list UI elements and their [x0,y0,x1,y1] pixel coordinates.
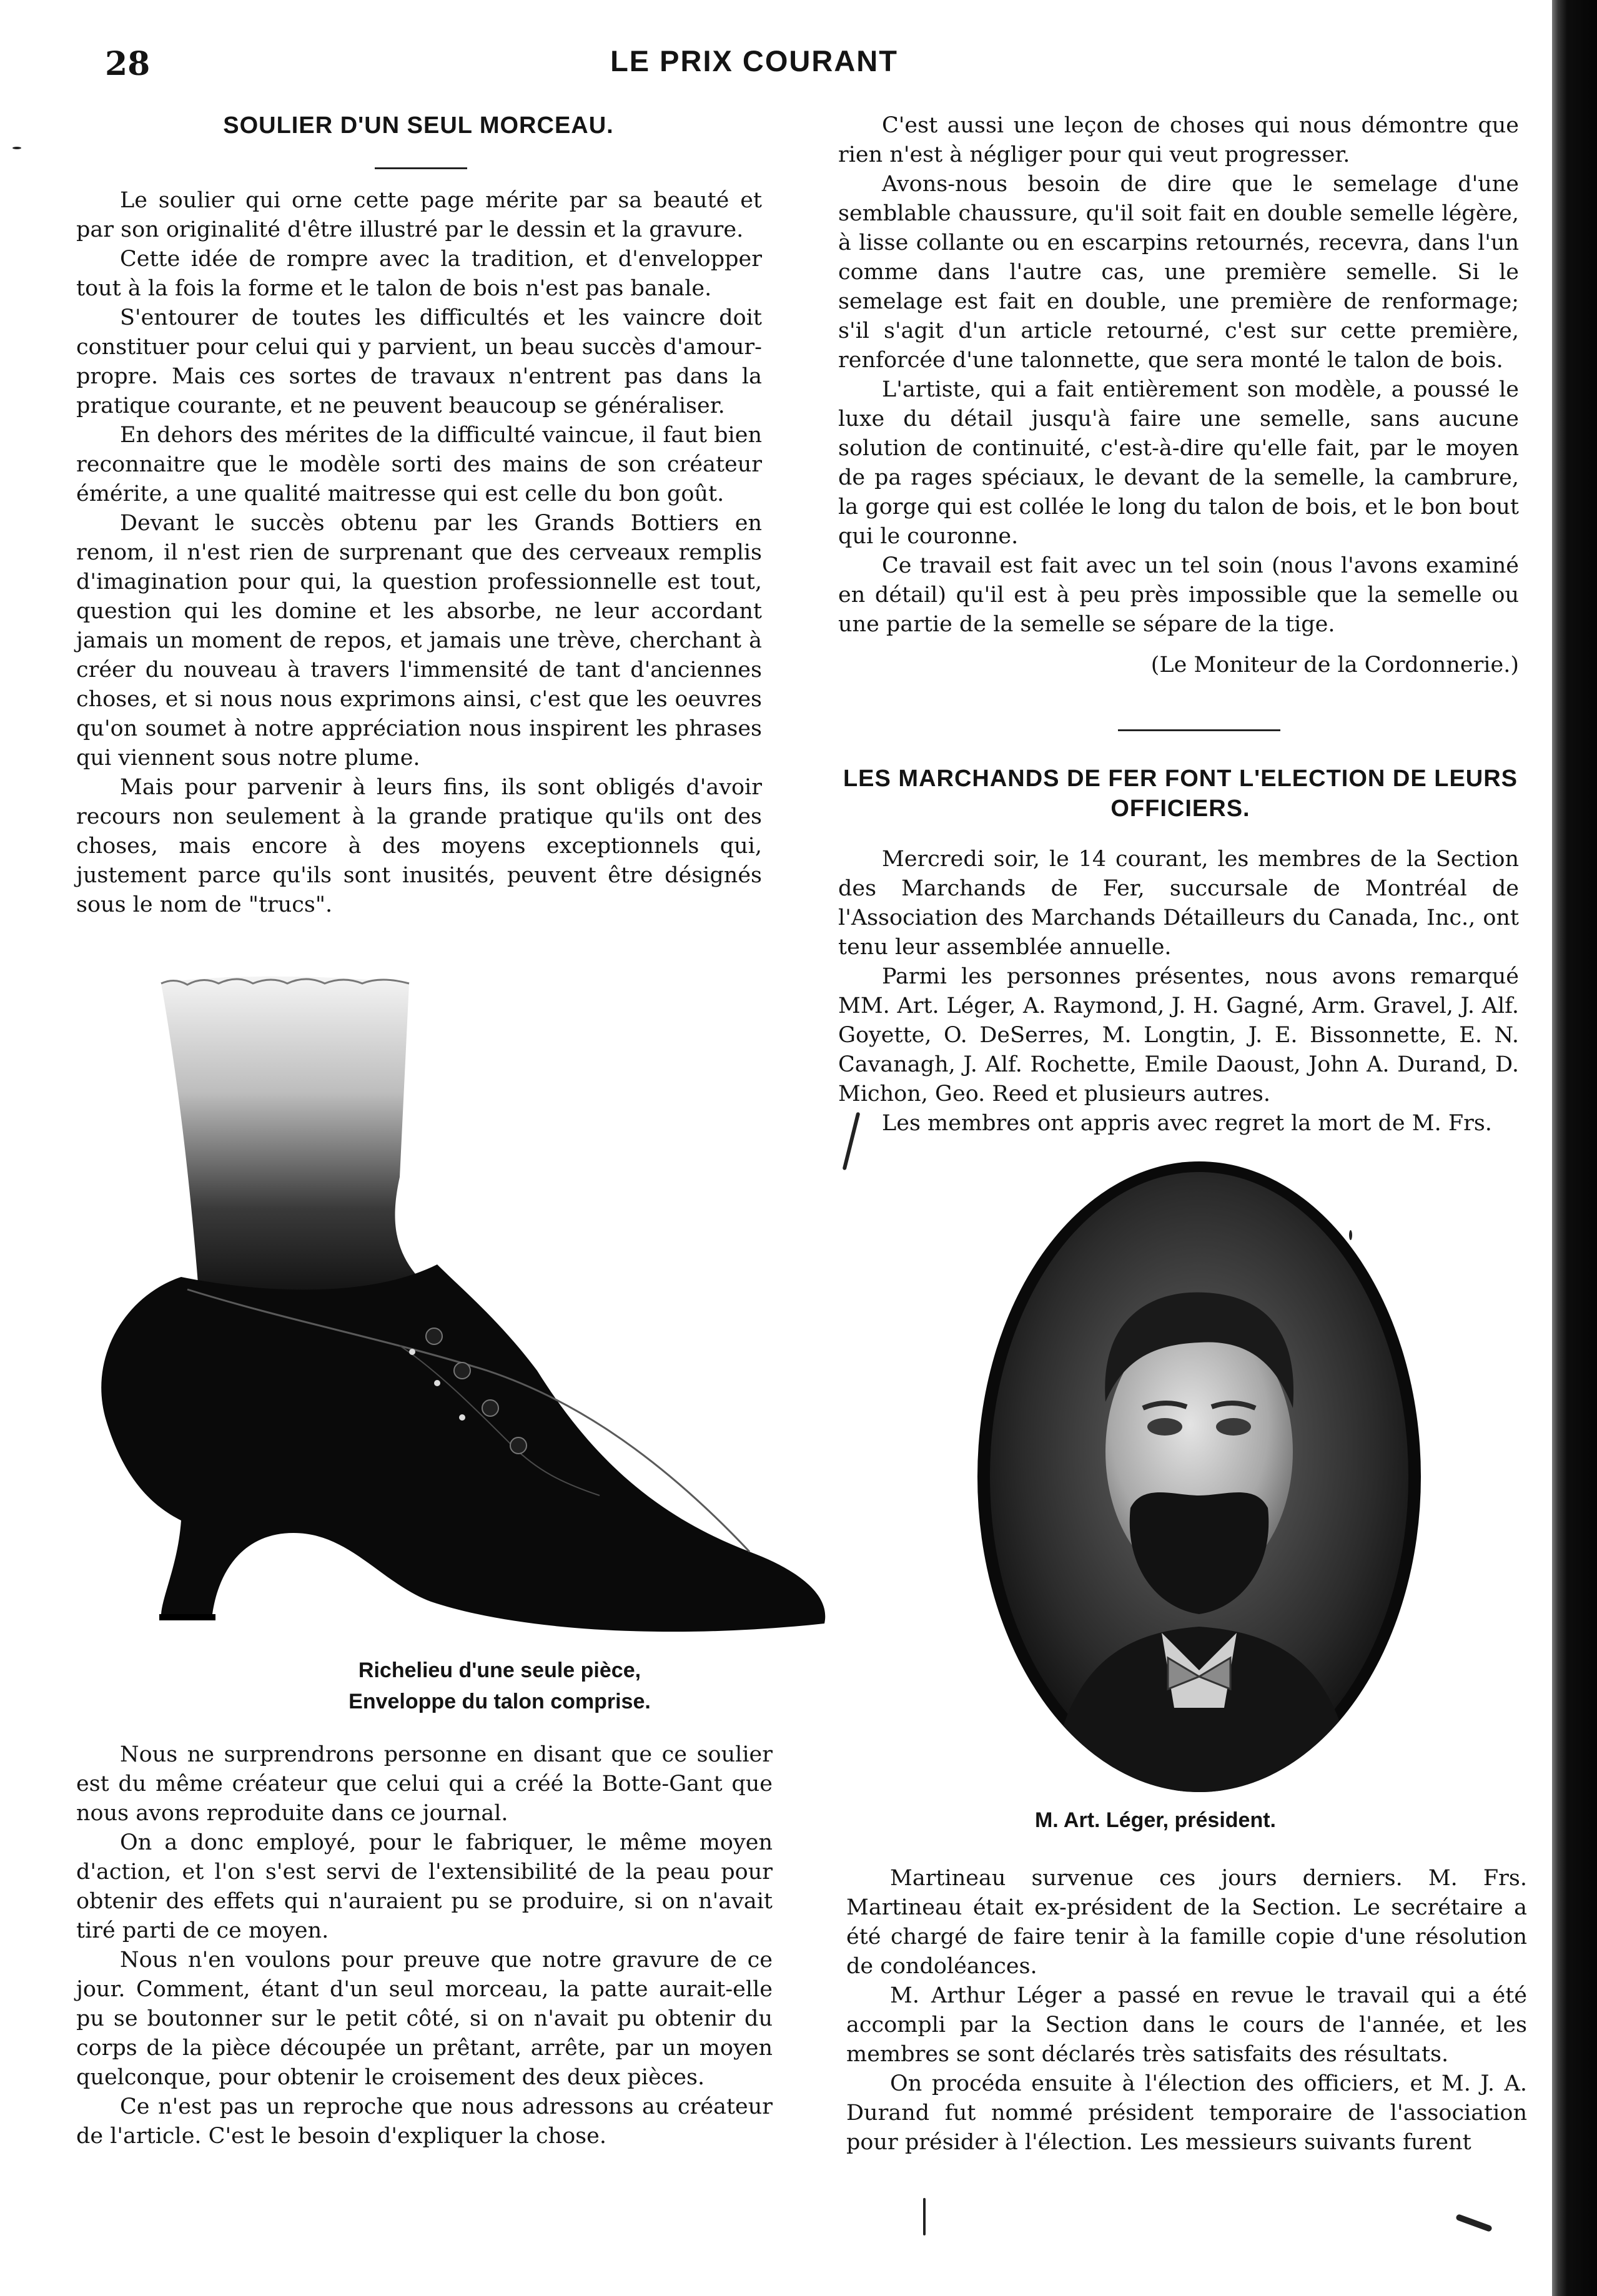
paragraph: Les membres ont appris avec regret la mort de M. Frs. [882,1111,1492,1136]
shoe-illustration [87,971,837,1645]
paragraph: Avons-nous besoin de dire que le semelage d'une semblable chaussure, qu'il soit fait en double semelle légère, à lisse collante ou en escarpins retournés, recevra, dans l'un comme dans l'autre cas, une première semelle. Si le semelage est fait en double, une première de renformage; s'il s'agit d'un article retourné, c'est sur cette première, renforcée d'une talonnette, que sera monté le talon de bois. [838,172,1519,373]
paragraph: S'entourer de toutes les difficultés et les vaincre doit constituer pour celui qui y parvient, un beau succès d'amour-propre. Mais ces sortes de travaux n'entrent pas dans la pratique courante, et ne peuvent beaucoup se généraliser. [76,305,762,418]
journal-title: LE PRIX COURANT [610,44,898,77]
article-title-shoe: SOULIER D'UN SEUL MORCEAU. [223,112,614,139]
scan-binding-edge [1552,0,1597,2296]
source-credit: (Le Moniteur de la Cordonnerie.) [1150,653,1519,677]
paragraph: Mais pour parvenir à leurs fins, ils sont obligés d'avoir recours non seulement à la grande pratique qu'ils ont des choses, mais encore à des moyens exceptionnels qui, justement parce qu'ils sont inusités, peuvent être désignés sous le nom de "trucs". [76,775,762,917]
paragraph: Ce travail est fait avec un tel soin (nous l'avons examiné en détail) qu'il est à peu près impossible que la semelle ou une partie de la semelle se sépare de la tige. [838,553,1519,637]
caption-line: Enveloppe du talon comprise. [349,1690,651,1713]
paragraph: Cette idée de rompre avec la tradition, et d'envelopper tout à la fois la forme et le talon de bois n'est pas banale. [76,247,762,301]
article-election-continued [846,1864,1527,2157]
paragraph: En dehors des mérites de la difficulté vaincue, il faut bien reconnaitre que le modèle sorti des mains de son créateur émérite, a une qualité maitresse qui est celle du bon goût. [76,423,762,506]
portrait-photo [974,1158,1424,1795]
paragraph: Nous ne surprendrons personne en disant que ce soulier est du même créateur que celui qui a créé la Botte-Gant que nous avons reproduite dans ce journal. [76,1742,773,1826]
scan-mark [923,2198,926,2235]
caption-line: Richelieu d'une seule pièce, [358,1658,641,1682]
paragraph: Mercredi soir, le 14 courant, les membres de la Section des Marchands de Fer, succursale de Montréal de l'Association des Marchands Détailleurs du Canada, Inc., ont tenu leur assemblée annuelle. [838,847,1519,960]
portrait-caption: M. Art. Léger, président. [1034,1808,1277,1832]
paragraph: Ce n'est pas un reproche que nous adressons au créateur de l'article. C'est le besoin d'expliquer la chose. [76,2094,773,2149]
paragraph: On a donc employé, pour le fabriquer, le même moyen d'action, et l'on s'est servi de l'extensibilité de la peau pour obtenir des effets qui n'auraient pu se produire, si on n'avait tiré parti de ce moyen. [76,1830,773,1943]
section-rule [1118,729,1280,731]
title-rule [375,167,467,169]
article-election-body [838,845,1519,1138]
paragraph: On procéda ensuite à l'élection des officiers, et M. J. A. Durand fut nommé président temporaire de l'association pour présider à l'élection. Les messieurs suivants furent [846,2071,1527,2155]
page-number: 28 [105,45,151,83]
paragraph: Parmi les personnes présentes, nous avons remarqué MM. Art. Léger, A. Raymond, J. H. Gagné, Arm. Gravel, J. Alf. Goyette, O. DeSerres, M. Longtin, J. E. Bissonnette, E. N. Cavanagh, J. Alf. Rochette, Emile Daoust, John A. Durand, D. Michon, Geo. Reed et plusieurs autres. [838,964,1519,1106]
scan-mark [12,147,21,149]
article-shoe-body [76,186,762,920]
paragraph: Nous n'en voulons pour preuve que notre gravure de ce jour. Comment, étant d'un seul morceau, la patte aurait-elle pu se boutonner sur le petit côté, si on n'avait pu obtenir du corps de la pièce découpée un prêtant, arrête, par un moyen quelconque, pour obtenir le croisement des deux pièces. [76,1948,773,2090]
article-shoe-right [838,111,1519,680]
paragraph: Devant le succès obtenu par les Grands Bottiers en renom, il n'est rien de surprenant que des cerveaux remplis d'imagination pour qui, la question professionnelle est tout, question qui les domine et les absorbe, ne leur accordant jamais un moment de repos, et jamais une trève, cherchant à créer du nouveau à travers l'immensité de tant d'anciennes choses, et si nous nous exprimons ainsi, c'est que les oeuvres qu'on soumet à notre appréciation nous inspirent les phrases qui viennent sous notre plume. [76,511,762,771]
paragraph: C'est aussi une leçon de choses qui nous démontre que rien n'est à négliger pour qui veut progresser. [838,113,1519,167]
article-title-election: LES MARCHANDS DE FER FONT L'ELECTION DE LEURS OFFICIERS. [843,766,1518,822]
paragraph: Le soulier qui orne cette page mérite par sa beauté et par son originalité d'être illustré par le dessin et la gravure. [76,188,762,242]
paragraph: Martineau survenue ces jours derniers. M. Frs. Martineau était ex-président de la Section. Le secrétaire a été chargé de faire tenir à la famille copie d'une résolution de condoléances. [846,1866,1527,1979]
paragraph: L'artiste, qui a fait entièrement son modèle, a poussé le luxe du détail jusqu'à faire une semelle, sans aucune solution de continuité, c'est-à-dire qu'elle fait, par le moyen de pa rages spéciaux, le devant de la semelle, la cambrure, la gorge qui est collée le long du talon de bois, et le bon bout qui le couronne. [838,377,1519,549]
paragraph: M. Arthur Léger a passé en revue le travail qui a été accompli par la Section dans le cours de l'année, et les membres se sont déclarés très satisfaits des résultats. [846,1983,1527,2067]
scan-mark [1349,1230,1352,1240]
article-shoe-continued [76,1740,773,2151]
scan-mark [1455,2214,1493,2232]
shoe-figure-caption [187,1655,812,1717]
